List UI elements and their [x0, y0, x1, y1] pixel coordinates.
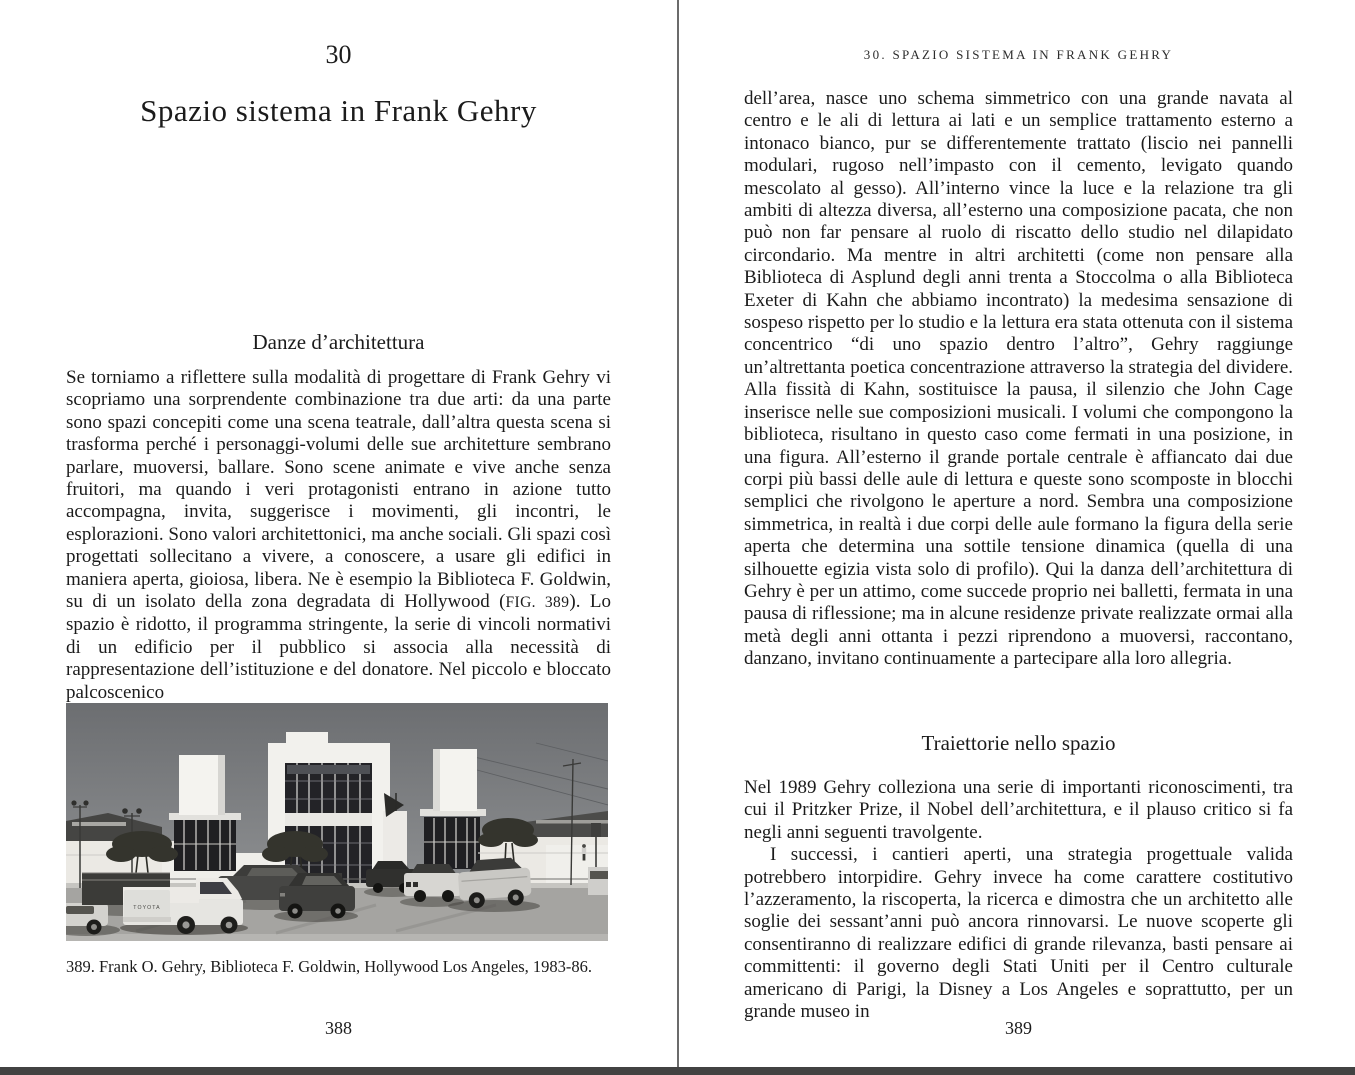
chapter-number: 30	[325, 40, 352, 69]
chapter-title: Spazio sistema in Frank Gehry	[140, 93, 537, 128]
truck-tailgate-label: TOYOTA	[133, 905, 161, 911]
right-body-paragraphs-2-3	[744, 777, 1293, 1023]
paragraph-text: dell’area, nasce uno schema simmetrico con una grande navata al centro e le ali di lettura ai lati e un semplice trattamento esterno a intonaco bianco, pur se differentemente trattato (liscio nei pannelli modulari, rugoso nell’impasto con il cemento, levigato quando mescolato al gesso). All’interno vince la luce e la relazione tra gli ambiti di altezza diversa, all’esterno una composizione pacata, che non può non far pensare al ruolo di riscatto dello studio nel dilapidato circondario. Ma mentre in altri architetti (come non pensare alla Biblioteca di Asplund degli anni trenta a Stoccolma o alla Biblioteca Exeter di Kahn che abbiamo incontrato) la medesima sensazione di sospeso rispetto per lo studio e la lettura era stata ottenuta con il sistema concentrico “di uno spazio dentro l’altro”, Gehry raggiunge un’altrettanta poetica concentrazione attraverso la strategia del dividere. Alla fissità di Kahn, sostituisce la pausa, il silenzio che John Cage inserisce nelle sue composizioni musicali. I volumi che compongono la biblioteca, risultano in questo caso come fermati in una posizione, in una figura. All’esterno il grande portale centrale è affiancato dai due corpi più bassi delle aule di lettura e queste sono scomposte in blocchi semplici che rivolgono le aperture a nord. Sembra una composizione simmetrica, in realtà i due corpi delle aule formano la figura della serie aperta che determina una sottile tensione dinamica (quella di una silhouette egizia vista solo di profilo). Qui la danza dell’architettura di Gehry è per un attimo, come succede proprio nei balletti, fermata in una pausa di riflessione; ma in alcune residenze private realizzate ormai alla metà degli anni ottanta i pezzi riprendono a muoversi, raccontano, danzano, invitano continuamente a partecipare alla loro allegria.	[744, 88, 1293, 670]
paragraph-segment: ). Lo spazio è ridotto, il programma stringente, la serie di vincoli normativi di un edificio per il pubblico si associa alla necessità di rappresentazione dell’istituzione e del donatore. Nel piccolo e bloccato palcoscenico	[66, 591, 611, 703]
right-body-paragraph-1	[744, 88, 1293, 671]
paragraph-segment: Se torniamo a riflettere sulla modalità di progettare di Frank Gehry vi scopriamo una sorprendente combinazione tra due arti: da una parte sono spazi concepiti come una scena teatrale, dall’altra questa scena si trasforma perché i personaggi-volumi delle sue architetture sembrano parlare, muoversi, ballare. Sono scene animate e vive anche senza fruitori, ma quando i veri protagonisti entrano in azione tutto accompagna, invita, suggerisce i movimenti, gli incontri, le esplorazioni. Sono valori architettonici, ma anche sociali. Gli spazi così progettati sollecitano a vivere, a conoscere, a usare gli edifici in maniera aperta, gioiosa, libera. Ne è esempio la Biblioteca F. Goldwin, su di un isolato della zona degradata di Hollywood (	[66, 367, 611, 613]
paragraph-text: I successi, i cantieri aperti, una strategia progettuale valida potrebbero intorpidire. Gehry invece ha come carattere costitutivo l’azzeramento, la riscoperta, la ricerca e dimostra che un architetto alle soglie dei sessant’anni può ancora rinnovarsi. Le nuove scoperte gli consentiranno di realizzare edifici di grande rilevanza, basti pensare ai committenti: il governo degli Stati Uniti per il Centro culturale americano di Parigi, la Disney a Los Angeles e soprattutto, per un grande museo in	[744, 844, 1293, 1023]
library-photo	[66, 703, 608, 941]
section-heading-traiettorie: Traiettorie nello spazio	[921, 731, 1116, 755]
left-body-paragraph	[66, 367, 611, 704]
figure-reference: FIG. 389	[505, 594, 570, 612]
page-left	[66, 0, 611, 1067]
page-number-left: 388	[325, 1018, 352, 1038]
paragraph-text: Nel 1989 Gehry colleziona una serie di importanti riconoscimenti, tra cui il Pritzker Prize, il Nobel dell’architettura, e il plauso critico si fa negli anni seguenti travolgente.	[744, 777, 1293, 843]
section-heading-danze: Danze d’architettura	[252, 330, 425, 354]
paragraph-text	[66, 367, 611, 704]
page-right	[744, 0, 1293, 1067]
running-header: 30. SPAZIO SISTEMA IN FRANK GEHRY	[863, 47, 1174, 62]
figure-caption: 389. Frank O. Gehry, Biblioteca F. Goldwin, Hollywood Los Angeles, 1983-86.	[66, 957, 593, 976]
library-photo-figure	[66, 703, 608, 941]
page-gutter-divider	[677, 0, 679, 1067]
scan-edge-bar	[0, 1067, 1355, 1075]
page-number-right: 389	[1005, 1018, 1032, 1038]
